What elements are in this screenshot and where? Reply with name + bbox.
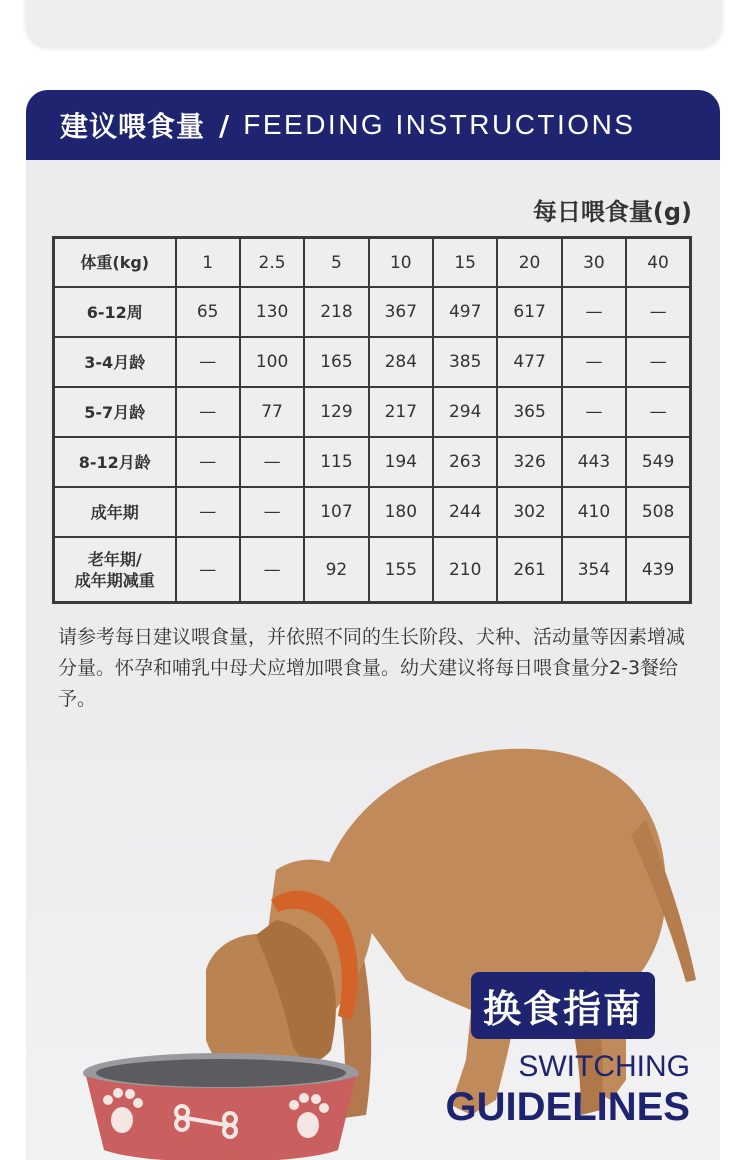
amount-cell: 244 xyxy=(433,487,497,537)
bowl-inner xyxy=(96,1059,346,1087)
age-label-cell: 成年期 xyxy=(54,487,176,537)
amount-cell: — xyxy=(176,337,240,387)
amount-cell: — xyxy=(626,287,690,337)
amount-cell: 92 xyxy=(304,537,368,602)
section-title-en: FEEDING INSTRUCTIONS xyxy=(243,109,636,140)
amount-cell: 130 xyxy=(240,287,304,337)
age-label-cell: 8-12月龄 xyxy=(54,437,176,487)
amount-cell: — xyxy=(240,537,304,602)
amount-cell: 354 xyxy=(562,537,626,602)
section-title-cn: 建议喂食量 xyxy=(60,110,206,143)
weight-cell: 15 xyxy=(433,238,497,288)
amount-cell: — xyxy=(176,537,240,602)
switching-title-en-line1: SWITCHING xyxy=(518,1050,690,1083)
switching-title-en-line2: GUIDELINES xyxy=(445,1085,690,1129)
amount-cell: 497 xyxy=(433,287,497,337)
age-label-cell: 6-12周 xyxy=(54,287,176,337)
weight-cell: 10 xyxy=(369,238,433,288)
weight-header-cell: 体重(kg) xyxy=(54,238,176,288)
amount-cell: — xyxy=(562,387,626,437)
amount-cell: 129 xyxy=(304,387,368,437)
amount-cell: 115 xyxy=(304,437,368,487)
amount-cell: 367 xyxy=(369,287,433,337)
table-row xyxy=(54,487,691,537)
amount-cell: 508 xyxy=(626,487,690,537)
amount-cell: — xyxy=(176,437,240,487)
amount-cell: 65 xyxy=(176,287,240,337)
amount-cell: 439 xyxy=(626,537,690,602)
switching-title-cn: 换食指南 xyxy=(471,972,655,1039)
age-label-line: 成年期减重 xyxy=(74,570,155,590)
table-row xyxy=(54,337,691,387)
amount-cell: — xyxy=(240,437,304,487)
table-row xyxy=(54,287,691,337)
age-label-cell: 3-4月龄 xyxy=(54,337,176,387)
amount-cell: 155 xyxy=(369,537,433,602)
amount-cell: 302 xyxy=(497,487,561,537)
age-label-cell: 5-7月龄 xyxy=(54,387,176,437)
previous-section-card xyxy=(26,0,722,46)
amount-cell: 617 xyxy=(497,287,561,337)
table-header-row xyxy=(54,238,691,288)
amount-cell: 365 xyxy=(497,387,561,437)
amount-cell: 294 xyxy=(433,387,497,437)
weight-cell: 40 xyxy=(626,238,690,288)
amount-cell: — xyxy=(562,287,626,337)
amount-cell: 443 xyxy=(562,437,626,487)
amount-cell: 218 xyxy=(304,287,368,337)
feeding-table xyxy=(52,236,692,604)
amount-cell: 217 xyxy=(369,387,433,437)
age-label-line: 老年期/ xyxy=(87,549,142,569)
weight-cell: 2.5 xyxy=(240,238,304,288)
amount-cell: 284 xyxy=(369,337,433,387)
amount-cell: 549 xyxy=(626,437,690,487)
weight-cell: 30 xyxy=(562,238,626,288)
amount-cell: 263 xyxy=(433,437,497,487)
weight-cell: 1 xyxy=(176,238,240,288)
feeding-note: 请参考每日建议喂食量，并依照不同的生长阶段、犬种、活动量等因素增减分量。怀孕和哺乳中母犬应增加喂食量。幼犬建议将每日喂食量分2-3餐给予。 xyxy=(58,626,686,710)
amount-cell: — xyxy=(626,387,690,437)
amount-cell: 410 xyxy=(562,487,626,537)
amount-cell: — xyxy=(562,337,626,387)
age-label-cell xyxy=(54,537,176,602)
table-row xyxy=(54,387,691,437)
weight-cell: 20 xyxy=(497,238,561,288)
section-header xyxy=(26,90,720,160)
title-separator: / xyxy=(219,108,230,142)
amount-cell: 107 xyxy=(304,487,368,537)
daily-amount-label: 每日喂食量(g) xyxy=(532,198,692,226)
amount-cell: 326 xyxy=(497,437,561,487)
amount-cell: 180 xyxy=(369,487,433,537)
amount-cell: 477 xyxy=(497,337,561,387)
amount-cell: 100 xyxy=(240,337,304,387)
weight-cell: 5 xyxy=(304,238,368,288)
amount-cell: 165 xyxy=(304,337,368,387)
amount-cell: — xyxy=(240,487,304,537)
amount-cell: 210 xyxy=(433,537,497,602)
amount-cell: 385 xyxy=(433,337,497,387)
amount-cell: — xyxy=(176,387,240,437)
amount-cell: — xyxy=(176,487,240,537)
feeding-instructions-card xyxy=(26,90,720,1160)
table-row xyxy=(54,437,691,487)
amount-cell: 194 xyxy=(369,437,433,487)
amount-cell: 261 xyxy=(497,537,561,602)
amount-cell: — xyxy=(626,337,690,387)
table-row xyxy=(54,537,691,602)
amount-cell: 77 xyxy=(240,387,304,437)
